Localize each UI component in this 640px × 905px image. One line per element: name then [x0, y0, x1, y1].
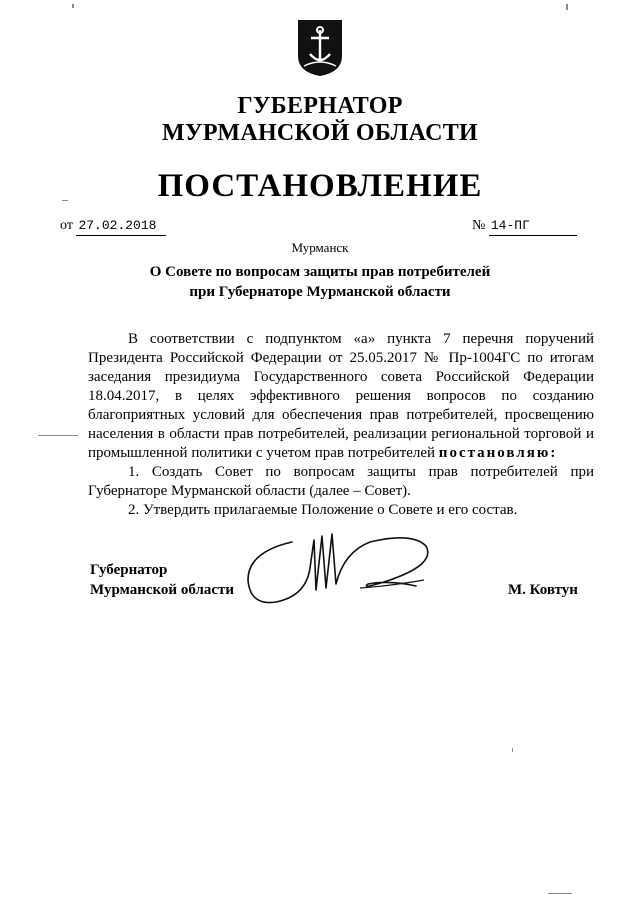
date-prefix: от — [60, 218, 73, 233]
header-title-line2: МУРМАНСКОЙ ОБЛАСТИ — [162, 120, 478, 146]
paragraph-item2: 2. Утвердить прилагаемые Положение о Совете и его состав. — [128, 502, 518, 518]
number-value: 14-ПГ — [489, 217, 577, 236]
subject-line2: при Губернаторе Мурманской области — [189, 284, 451, 300]
position-line2: Мурманской области — [90, 582, 235, 598]
date-value: 27.02.2018 — [76, 217, 166, 236]
decree-keyword: постановляю — [438, 445, 551, 461]
scan-speck — [512, 748, 513, 752]
scan-speck — [566, 4, 568, 10]
subject-line1: О Совете по вопросам защиты прав потребителей — [149, 264, 491, 280]
handwritten-signature — [240, 528, 440, 614]
city-name: Мурманск — [291, 240, 349, 255]
number-prefix: № — [472, 218, 486, 233]
document-number — [472, 217, 577, 236]
document-subject — [0, 262, 640, 302]
header-title-line1: ГУБЕРНАТОР — [237, 93, 403, 119]
document-date — [60, 217, 166, 236]
signatory-position — [90, 560, 234, 600]
scan-speck — [38, 435, 78, 436]
decree-colon: : — [550, 445, 558, 461]
signatory-name: М. Ковтун — [508, 582, 578, 598]
scan-speck — [548, 893, 572, 894]
position-line1: Губернатор — [90, 562, 168, 578]
scan-speck — [62, 200, 68, 201]
paragraph-item1: 1. Создать Совет по вопросам защиты прав потребителей при Губернаторе Мурманской области (далее – Совет). — [88, 464, 594, 499]
coat-of-arms-icon — [296, 18, 344, 78]
preamble-text: В соответствии с подпунктом «а» пункта 7 перечня поручений Президента Российской Федерации от 25.05.2017 № Пр-1004ГС по итогам заседания президиума Государственного совета Российской Федерации 18.04.2017, в целях эффективного решения вопросов по созданию благоприятных условий для обеспечения прав потребителей, просвещению населения в области прав потребителей, реализации региональной торговой и промышленной политики с учетом прав потребителей — [88, 331, 594, 461]
paragraph-preamble — [88, 330, 594, 463]
document-type-title: ПОСТАНОВЛЕНИЕ — [157, 168, 483, 204]
document-body — [88, 330, 594, 520]
scan-speck — [72, 4, 74, 8]
